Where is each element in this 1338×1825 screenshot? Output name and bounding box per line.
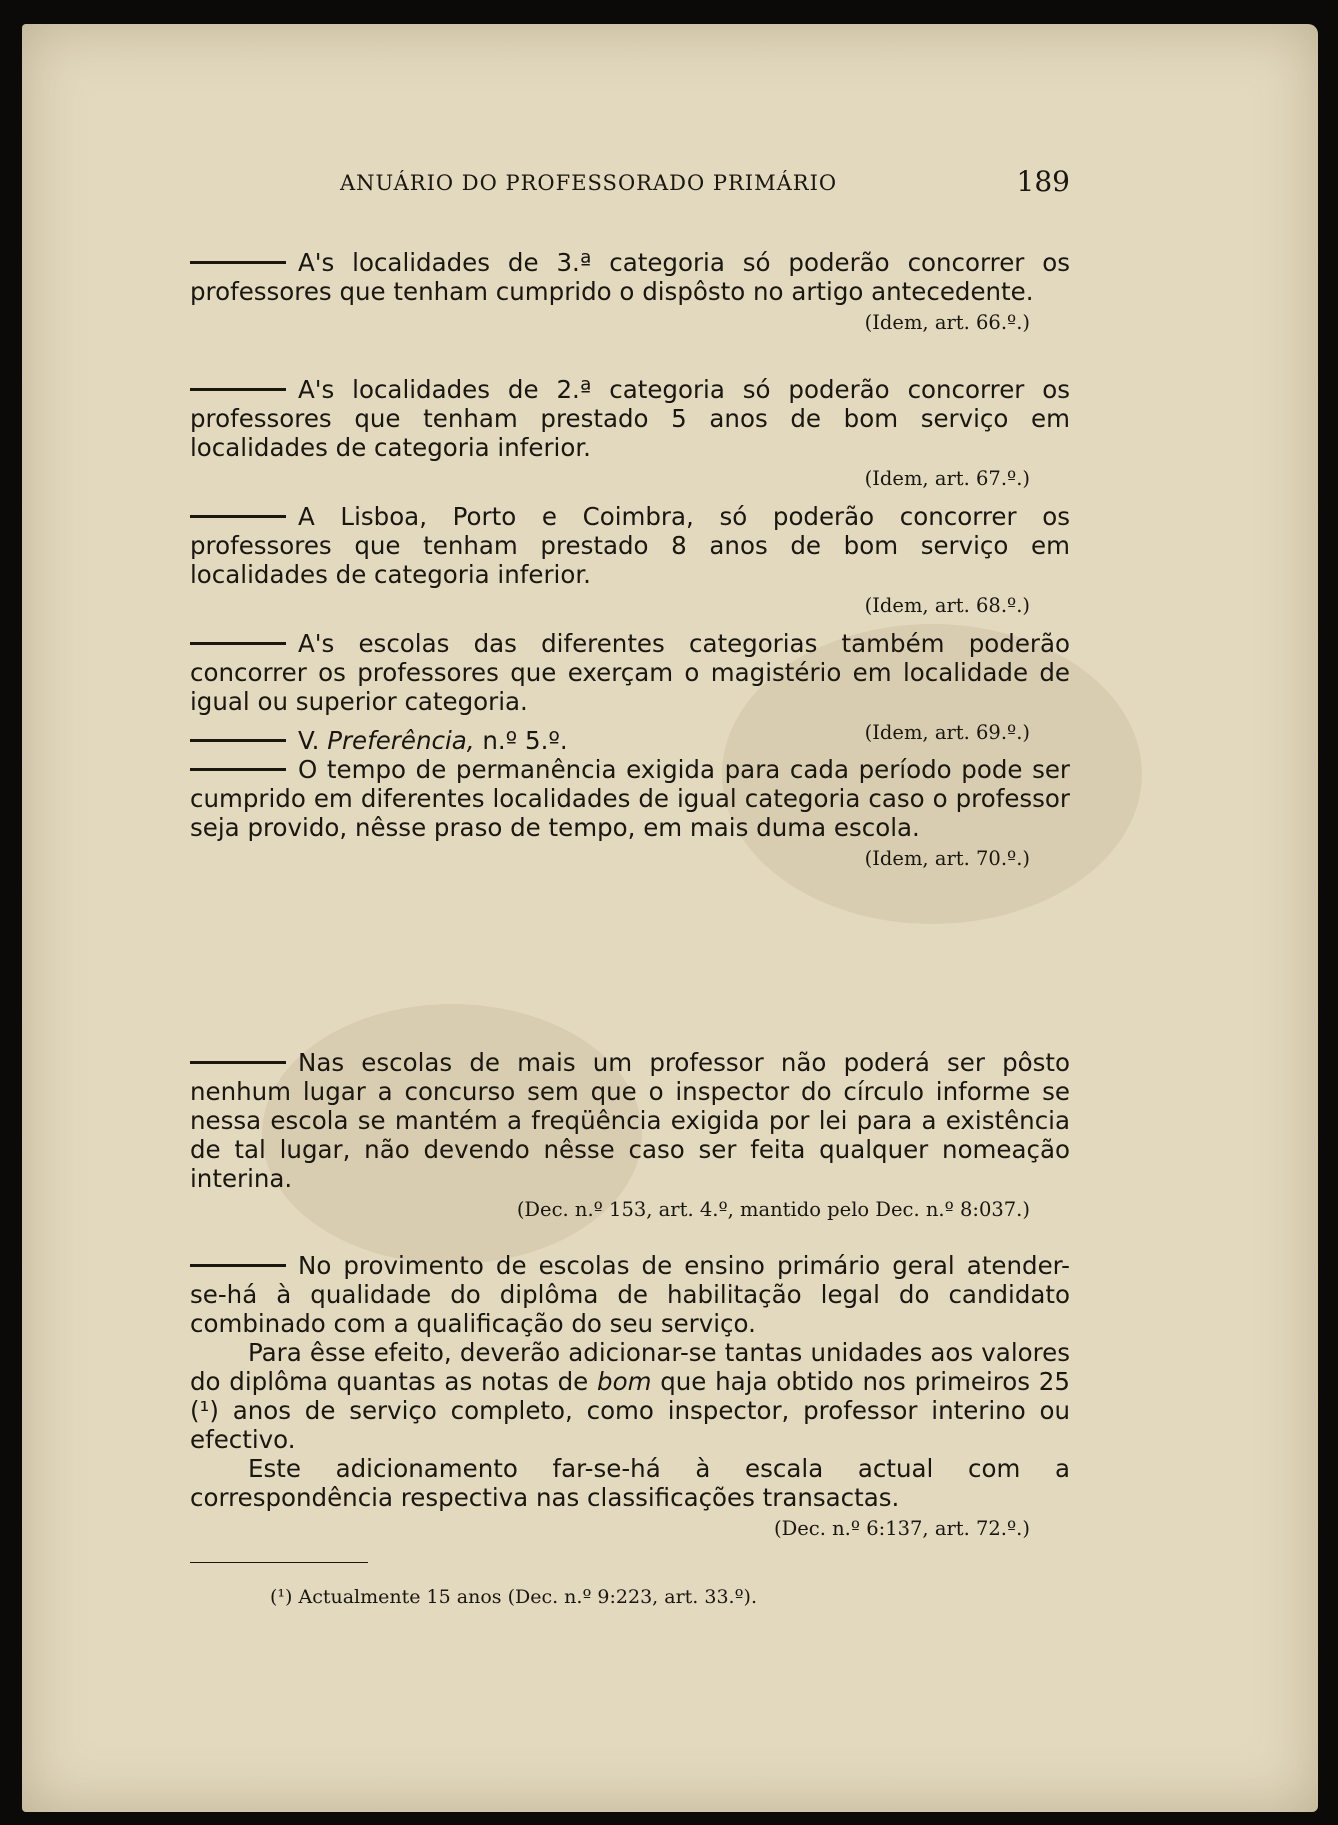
em-dash-rule xyxy=(190,1264,286,1267)
entry-text: A's localidades de 3.ª categoria só poderão concorrer os professores que tenham cumprido o dispôsto no artigo antecedente. xyxy=(190,248,1070,306)
entry-dec-6137 xyxy=(190,1251,1070,1542)
paragraph-2-text-a: Para êsse efeito, deverão adicionar-se tantas unidades aos valores do diplôma quantas as notas de xyxy=(190,1338,1070,1396)
citation: (Idem, art. 69.º.) xyxy=(864,721,1030,744)
em-dash-rule xyxy=(190,261,286,264)
entry-dec-153 xyxy=(190,1048,1070,1223)
entry-text: O tempo de permanência exigida para cada período pode ser cumprido em diferentes localidades de igual categoria caso o professor seja provido, nêsse praso de tempo, em mais duma escola. xyxy=(190,755,1070,842)
citation: (Idem, art. 67.º.) xyxy=(864,467,1030,490)
citation: (Idem, art. 70.º.) xyxy=(864,847,1030,870)
paragraph-3: Este adicionamento far-se-há à escala actual com a correspondência respectiva nas classificações transactas. xyxy=(190,1454,1070,1512)
citation: (Dec. n.º 6:137, art. 72.º.) xyxy=(774,1517,1030,1540)
reference-prefix: V. xyxy=(298,726,320,755)
citation: (Dec. n.º 153, art. 4.º, mantido pelo Dec. n.º 8:037.) xyxy=(516,1198,1030,1221)
entry-art-70 xyxy=(190,755,1070,872)
entry-text: Nas escolas de mais um professor não poderá ser pôsto nenhum lugar a concurso sem que o inspector do círculo informe se nessa escola se mantém a freqüência exigida por lei para a existência de tal lugar, não devendo nêsse caso ser feita qualquer nomeação interina. xyxy=(190,1048,1070,1193)
entry-art-68 xyxy=(190,502,1070,619)
em-dash-rule xyxy=(190,388,286,391)
footnote-reference: (¹) xyxy=(190,1396,219,1425)
footnote-rule xyxy=(190,1562,368,1563)
entry-art-66 xyxy=(190,248,1070,336)
paragraph-2-text-c: anos de serviço completo, como inspector, professor interino ou efectivo. xyxy=(190,1396,1070,1454)
italic-bom: bom xyxy=(597,1367,652,1396)
scanned-page xyxy=(22,24,1318,1812)
entry-text: A Lisboa, Porto e Coimbra, só poderão concorrer os professores que tenham prestado 8 anos de bom serviço em localidades de categoria inferior. xyxy=(190,502,1070,589)
reference-suffix: n.º 5.º. xyxy=(482,726,568,755)
em-dash-rule xyxy=(190,515,286,518)
reference-italic: Preferência, xyxy=(327,726,475,755)
citation: (Idem, art. 68.º.) xyxy=(864,594,1030,617)
paragraph-2-text-b: que haja obtido nos primeiros 25 xyxy=(660,1367,1070,1396)
entry-text: A's escolas das diferentes categorias também poderão concorrer os professores que exerçam o magistério em localidade de igual ou superior categoria. xyxy=(190,629,1070,716)
em-dash-rule xyxy=(190,642,286,645)
citation: (Idem, art. 66.º.) xyxy=(864,311,1030,334)
entry-text: No provimento de escolas de ensino primário geral atender-se-há à qualidade do diplôma de habilitação legal do candidato combinado com a qualificação do seu serviço. xyxy=(190,1251,1070,1338)
entry-cross-reference xyxy=(190,726,1070,755)
entry-text: A's localidades de 2.ª categoria só poderão concorrer os professores que tenham prestado 5 anos de bom serviço em localidades de categoria inferior. xyxy=(190,375,1070,462)
footnote xyxy=(270,1586,757,1608)
em-dash-rule xyxy=(190,739,286,742)
page-number: 189 xyxy=(1016,165,1070,198)
em-dash-rule xyxy=(190,768,286,771)
entry-art-67 xyxy=(190,375,1070,492)
footnote-mark: (¹) xyxy=(270,1586,293,1608)
em-dash-rule xyxy=(190,1061,286,1064)
running-title: ANUÁRIO DO PROFESSORADO PRIMÁRIO xyxy=(340,171,838,195)
footnote-text: Actualmente 15 anos (Dec. n.º 9:223, art. 33.º). xyxy=(298,1586,757,1608)
running-head xyxy=(190,165,1070,205)
paragraph-2 xyxy=(190,1338,1070,1454)
